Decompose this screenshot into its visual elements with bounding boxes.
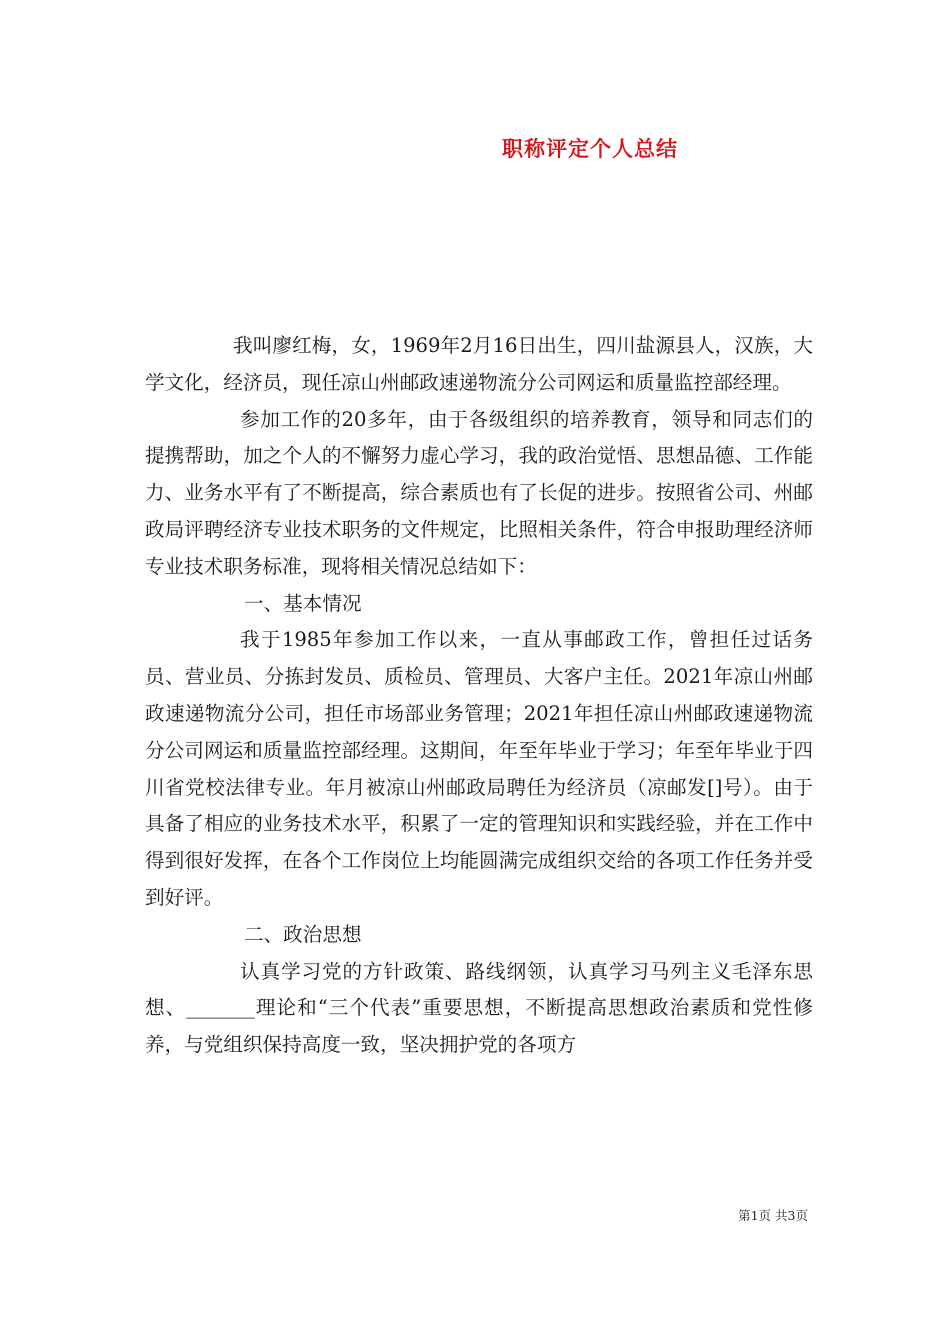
paragraph-basic-info: 我于1985年参加工作以来，一直从事邮政工作，曾担任过话务员、营业员、分拣封发员、质检员、管理员、大客户主任。2021年凉山州邮政速递物流分公司，担任市场部业务管理；2021年担任凉山州邮政速递物流分公司网运和质量监控部经理。这期间，年至年毕业于学习；年至年毕业于四川省党校法律专业。年月被凉山州邮政局聘任为经济员（凉邮发[]号）。由于具备了相应的业务技术水平，积累了一定的管理知识和实践经验，并在工作中得到很好发挥，在各个工作岗位上均能圆满完成组织交给的各项工作任务并受到好评。 <box>145 628 813 909</box>
page-number: 第1页 共3页 <box>738 1208 808 1223</box>
paragraph-political-thought: 认真学习党的方针政策、路线纲领，认真学习马列主义毛泽东思想、_______理论和“三个代表”重要思想，不断提高思想政治素质和党性修养，与党组织保持高度一致，坚决拥护党的各项方 <box>145 959 813 1057</box>
section-heading-political-thought: 二、政治思想 <box>244 922 362 946</box>
paragraph-introduction: 我叫廖红梅，女，1969年2月16日出生，四川盐源县人，汉族，大学文化，经济员，现任凉山州邮政速递物流分公司网运和质量监控部经理。 <box>145 334 813 394</box>
document-title: 职称评定个人总结 <box>502 136 678 161</box>
document-body <box>145 328 813 1064</box>
section-heading-basic-info: 一、基本情况 <box>244 591 362 615</box>
paragraph-overview: 参加工作的20多年，由于各级组织的培养教育，领导和同志们的提携帮助，加之个人的不懈努力虚心学习，我的政治觉悟、思想品德、工作能力、业务水平有了不断提高，综合素质也有了长促的进步。按照省公司、州邮政局评聘经济专业技术职务的文件规定，比照相关条件，符合申报助理经济师专业技术职务标准，现将相关情况总结如下： <box>145 407 813 578</box>
